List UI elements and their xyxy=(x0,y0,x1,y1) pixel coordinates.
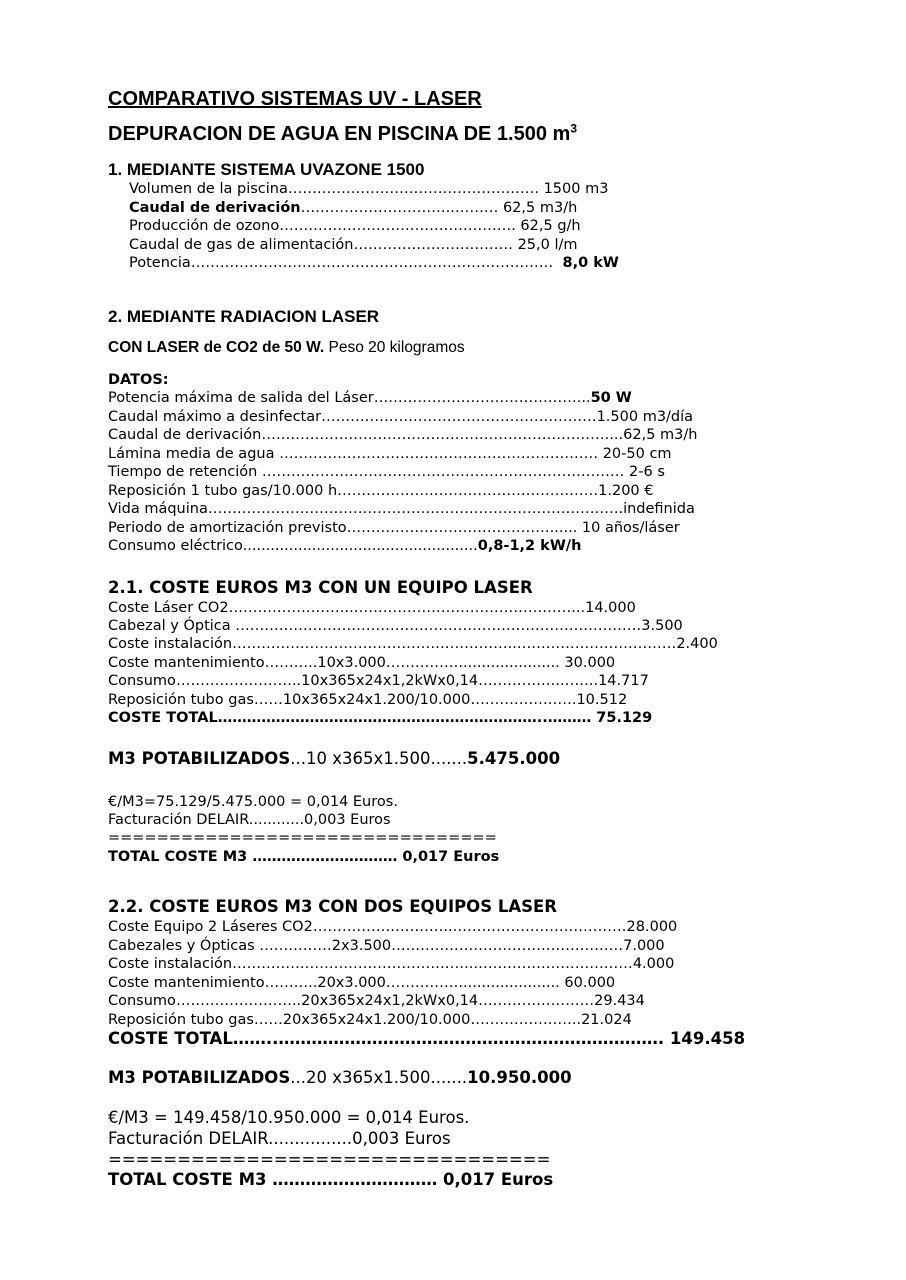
s21-row-laser: Coste Láser CO2……………………..………………………………………...14.000 xyxy=(108,600,636,616)
subtitle-text: DEPURACION DE AGUA EN PISCINA DE 1.500 m xyxy=(108,123,571,145)
s22-m3-potabilizados: M3 POTABILIZADOS...20 x365x1.500.......10.950.000 xyxy=(108,1068,572,1087)
s21-total-coste-m3: TOTAL COSTE M3 ………………………… 0,017 Euros xyxy=(108,849,500,865)
s22-coste-total: COSTE TOTAL……..……………………………………………………………. 149.458 xyxy=(108,1029,746,1048)
s22-row-mantenimiento: Coste mantenimiento………..20x3.000……………...................... 60.000 xyxy=(108,975,616,991)
s21-separator: ================================ xyxy=(108,830,497,846)
document-title: COMPARATIVO SISTEMAS UV - LASER xyxy=(108,88,482,110)
s22-row-cabezales: Cabezales y Ópticas ……………2x3.500…………………………………………7.000 xyxy=(108,938,665,954)
section1-heading: 1. MEDIANTE SISTEMA UVAZONE 1500 xyxy=(108,160,425,179)
s21-row-reposicion: Reposición tubo gas……10x365x24x1.200/10.000………………….10.512 xyxy=(108,692,628,708)
s21-calc-line: €/M3=75.129/5.475.000 = 0,014 Euros. xyxy=(108,794,398,810)
s1-row-volumen: Volumen de la piscina……………………………………………. 1500 m3 xyxy=(129,181,609,197)
s22-row-equipo: Coste Equipo 2 Láseres CO2………………………..………………………………28.000 xyxy=(108,919,678,935)
s21-facturacion-line: Facturación DELAIR............0,003 Euros xyxy=(108,812,391,828)
section21-heading: 2.1. COSTE EUROS M3 CON UN EQUIPO LASER xyxy=(108,578,533,597)
s22-row-consumo: Consumo……………………..20x365x24x1,2kWx0,14……………………29.434 xyxy=(108,993,645,1009)
s21-row-cabezal: Cabezal y Óptica …………………………………………………………………………3.500 xyxy=(108,618,683,634)
s2-row-amortizacion: Periodo de amortización previsto……………………………………...... 10 años/láser xyxy=(108,520,680,536)
s1-row-caudal: Caudal de derivación…………………………..……… 62,5 m3/h xyxy=(129,200,578,216)
s2-row-vida: Vida máquina…………………………………………………………………………..indefinida xyxy=(108,501,695,517)
s22-facturacion-line: Facturación DELAIR................0,003 Euros xyxy=(108,1129,451,1148)
s2-row-potencia: Potencia máxima de salida del Láser……………………………………...50 W xyxy=(108,390,632,406)
s2-row-lamina: Lámina media de agua ………………………………………………………… 20-50 cm xyxy=(108,446,672,462)
s21-row-mantenimiento: Coste mantenimiento………..10x3.000……………...................... 30.000 xyxy=(108,655,616,671)
s2-row-consumo: Consumo eléctrico...................................................0,8-1,2 kW/h xyxy=(108,538,582,554)
datos-label: DATOS: xyxy=(108,372,169,388)
section2-heading: 2. MEDIANTE RADIACION LASER xyxy=(108,307,380,326)
subtitle-superscript: 3 xyxy=(570,121,578,136)
s1-row-ozono: Producción de ozono…………………………………………. 62,5 g/h xyxy=(129,218,581,234)
s2-row-caudal-max: Caudal máximo a desinfectar…………………………………………………1.500 m3/día xyxy=(108,409,694,425)
s21-row-instalacion: Coste instalación…………………………………………………..……………………………2.400 xyxy=(108,636,718,652)
s21-row-consumo: Consumo……………………..10x365x24x1,2kWx0,14……………..……..14.717 xyxy=(108,673,649,689)
s22-separator: ================================ xyxy=(108,1150,551,1169)
s1-row-gas: Caudal de gas de alimentación…………………………… 25,0 l/m xyxy=(129,237,578,253)
section22-heading: 2.2. COSTE EUROS M3 CON DOS EQUIPOS LASER xyxy=(108,897,557,916)
s2-row-tiempo: Tiempo de retención ………………………………………………………………… 2-6 s xyxy=(108,464,665,480)
s21-m3-potabilizados: M3 POTABILIZADOS...10 x365x1.500.......5.475.000 xyxy=(108,749,561,768)
s1-row-potencia: Potencia………………………………………………………………… 8,0 kW xyxy=(129,255,619,271)
s21-coste-total: COSTE TOTAL…………………………………………………………..……… 75.129 xyxy=(108,710,653,726)
laser-description: CON LASER de CO2 de 50 W. Peso 20 kilogramos xyxy=(108,339,465,356)
s22-row-instalacion: Coste instalación…………………………………………..……………………………4.000 xyxy=(108,956,675,972)
s2-row-caudal-derivacion: Caudal de derivación………………………………………………………………...62,5 m3/h xyxy=(108,427,698,443)
s2-row-reposicion: Reposición 1 tubo gas/10.000 h………………………………………………1.200 € xyxy=(108,483,654,499)
s22-row-reposicion: Reposición tubo gas……20x365x24x1.200/10.000…………………..21.024 xyxy=(108,1012,632,1028)
s22-total-coste-m3: TOTAL COSTE M3 ………………………… 0,017 Euros xyxy=(108,1170,554,1189)
document-subtitle xyxy=(108,121,578,145)
s22-calc-line: €/M3 = 149.458/10.950.000 = 0,014 Euros. xyxy=(108,1108,470,1127)
